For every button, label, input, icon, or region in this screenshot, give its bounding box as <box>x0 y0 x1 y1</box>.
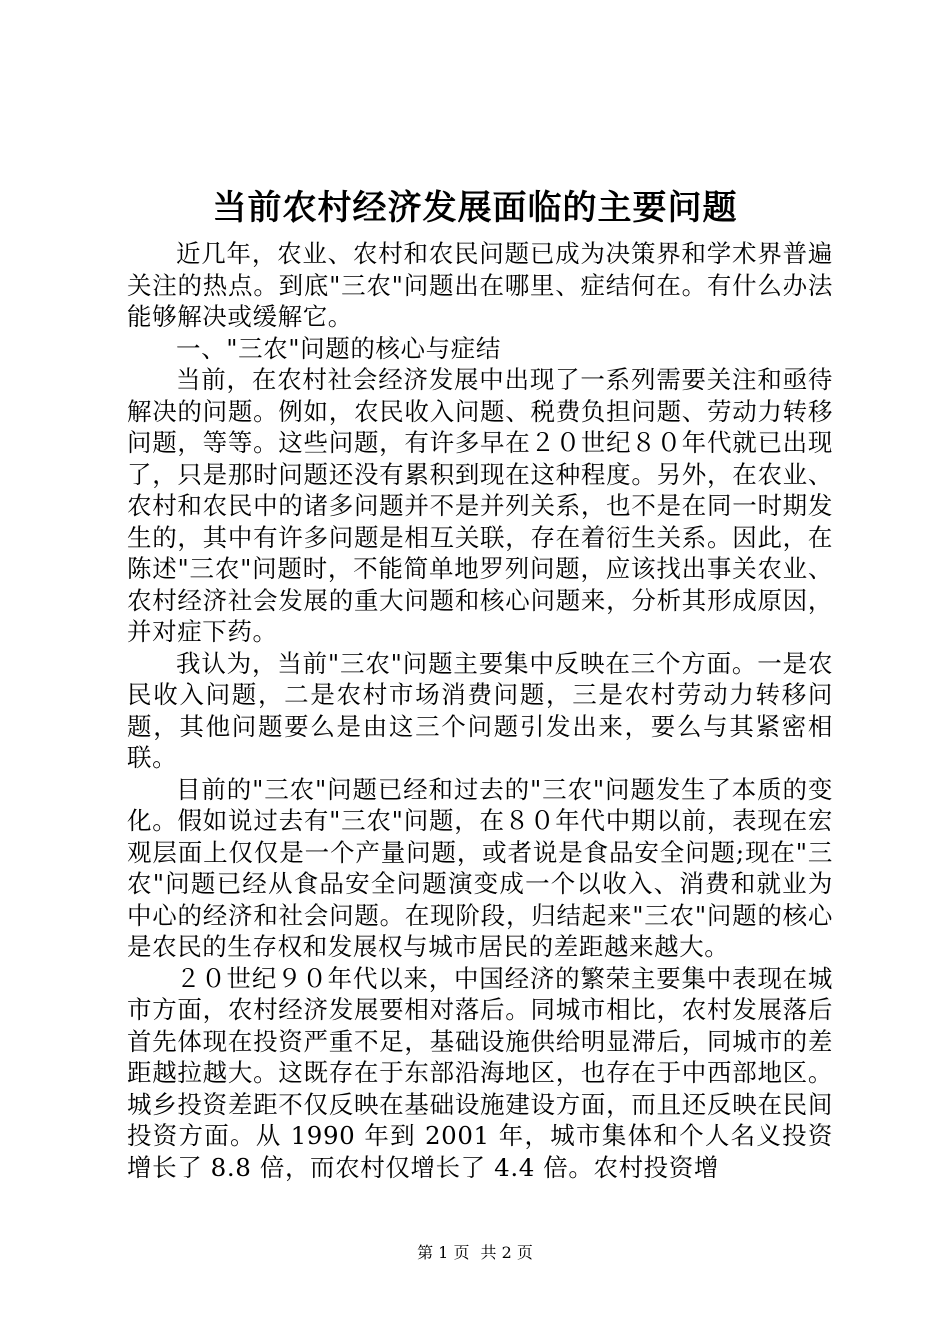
page-footer <box>0 1242 950 1264</box>
paragraph-three-aspects: 我认为，当前"三农"问题主要集中反映在三个方面。一是农民收入问题，二是农村市场消费问题，三是农村劳动力转移问题，其他问题要么是由这三个问题引发出来，要么与其紧密相联。 <box>127 648 833 772</box>
paragraph-intro: 近几年，农业、农村和农民问题已成为决策界和学术界普遍关注的热点。到底"三农"问题出在哪里、症结何在。有什么办法能够解决或缓解它。 <box>127 239 833 331</box>
paragraph-investment-gap: ２０世纪９０年代以来，中国经济的繁荣主要集中表现在城市方面，农村经济发展要相对落后。同城市相比，农村发展落后首先体现在投资严重不足，基础设施供给明显滞后，同城市的差距越拉越大。这既存在于东部沿海地区，也存在于中西部地区。城乡投资差距不仅反映在基础设施建设方面，而且还反映在民间投资方面。从 1990 年到 2001 年，城市集体和个人名义投资增长了 8.8 倍，而农村仅增长了 4.4 倍。农村投资增 <box>127 963 833 1182</box>
document-title: 当前农村经济发展面临的主要问题 <box>212 188 738 228</box>
paragraph-nature-change: 目前的"三农"问题已经和过去的"三农"问题发生了本质的变化。假如说过去有"三农"问题，在８０年代中期以前，表现在宏观层面上仅仅是一个产量问题，或者说是食品安全问题;现在"三农"问题已经从食品安全问题演变成一个以收入、消费和就业为中心的经济和社会问题。在现阶段，归结起来"三农"问题的核心是农民的生存权和发展权与城市居民的差距越来越大。 <box>127 774 833 961</box>
paragraph-current-issues: 当前，在农村社会经济发展中出现了一系列需要关注和亟待解决的问题。例如，农民收入问题、税费负担问题、劳动力转移问题，等等。这些问题，有许多早在２０世纪８０年代就已出现了，只是那时问题还没有累积到现在这种程度。另外，在农业、农村和农民中的诸多问题并不是并列关系，也不是在同一时期发生的，其中有许多问题是相互关联，存在着衍生关系。因此，在陈述"三农"问题时，不能简单地罗列问题，应该找出事关农业、农村经济社会发展的重大问题和核心问题来，分析其形成原因，并对症下药。 <box>127 365 833 646</box>
page-total: 共 2 页 <box>480 1243 533 1262</box>
page-number: 第 1 页 <box>417 1243 470 1262</box>
section-heading: 一、"三农"问题的核心与症结 <box>176 333 501 363</box>
document-body <box>127 238 833 1183</box>
